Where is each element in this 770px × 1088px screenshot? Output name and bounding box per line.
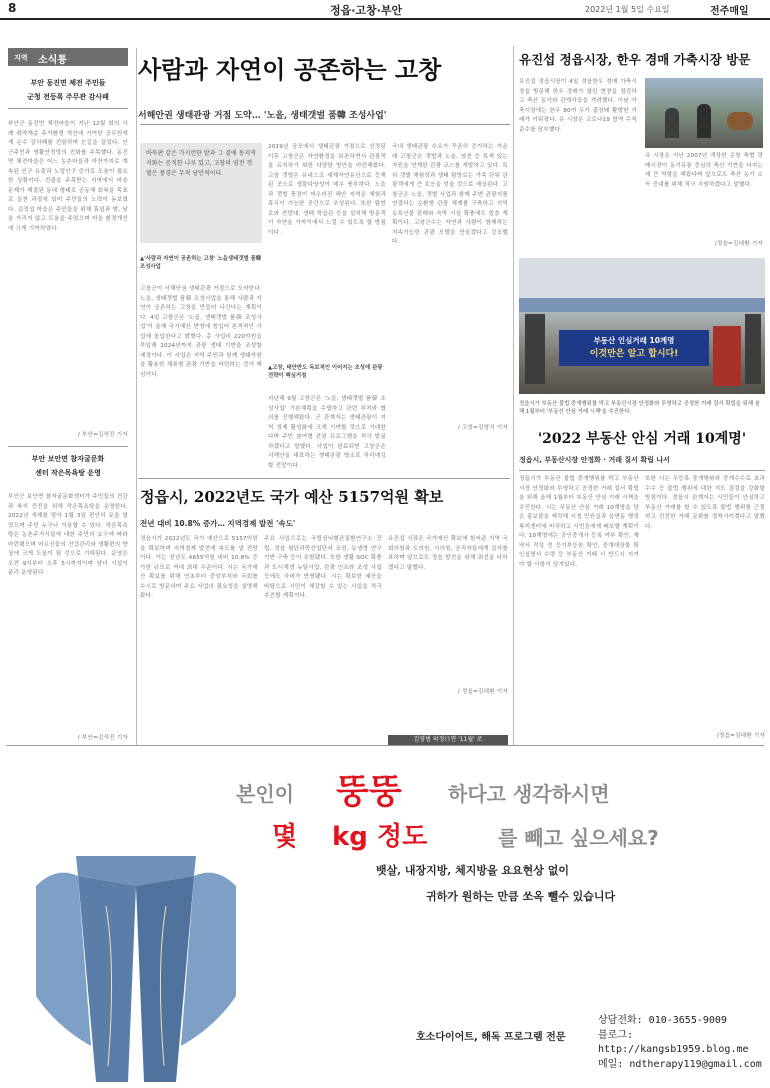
issue-date: 2022년 1월 5일 수요일 — [585, 5, 670, 14]
right-story-photo — [645, 78, 763, 148]
person-figure — [697, 104, 711, 138]
building-sign — [519, 298, 765, 312]
budget-subhead: 전년 대비 10.8% 증가… 지역경제 발전 '속도' — [140, 519, 296, 528]
right-body-col2: 유 시장은 지난 2007년 개장한 순창 축협 경매시장이 동기유통 중심의 축산 기반을 다지는 데 큰 역할을 해왔다며 앞으로도 축산 농가 소득 증대를 위해 적극 지원하겠다고 말했다. — [645, 153, 763, 188]
ad-contact-block — [598, 1014, 764, 1072]
person-figure — [525, 314, 545, 384]
photo-banner-subtitle: 이것만은 알고 합시다! — [589, 349, 679, 359]
ad-line2-part1: 몇 — [272, 822, 298, 852]
lead-body-col2: 2019년 공모에서 생태관광 거점으로 선정된 이후 고창군은 자연환경을 보존하면서 관광객을 유치하기 위한 다양한 방안을 마련해왔다. 고창 갯벌은 유네스코 세계자연유산으로 등재된 곳으로 생물다양성이 매우 풍부하다. 노을과 갯벌 풍경이 어우러진 해안 지역은 체험과 휴식이 가능한 공간으로 조성된다. 또한 탐방로와 전망대, 생태 학습관 등을 설치해 방문객이 자연을 가까이에서 느낄 수 있도록 할 방침이다. — [268, 144, 386, 236]
publication-name: 전주매일 — [710, 6, 749, 17]
photo-story-subhead: 정읍시, 부동산시장 안정화 · 거래 질서 확립 나서 — [519, 456, 670, 464]
person-figure — [665, 108, 679, 138]
person-figure — [745, 314, 761, 384]
ad-phone: 상담전화: 010-3655-9009 — [598, 1015, 727, 1026]
story2-title-line2: 센터 작은목욕탕 운영 — [35, 469, 101, 478]
right-byline: /정읍=김대환 기자 — [714, 241, 763, 247]
ad-blog: 블로그: http://kangsb1959.blog.me — [598, 1029, 749, 1055]
photo-story-headline: '2022 부동산 안심 거래 10계명' — [537, 431, 747, 447]
story2-title-line1: 부안 보안면 참자굴문화 — [31, 455, 105, 463]
jeans-left-leg — [78, 876, 136, 1082]
budget-body-col2: 주요 사업으로는 국립심뇌혈관질환연구소 건립, 정읍 첨단과학산업단지 조성, 농생명 연구 기반 구축 등이 포함됐다. 또한 생활 SOC 확충과 도시재생 뉴딜사업, 관광 인프라 조성 사업 등에도 국비가 반영됐다. 시는 확보한 예산을 바탕으로 시민이 체감할 수 있는 사업을 적극 추진할 계획이다. — [264, 536, 382, 599]
story1-byline: / 부안=김석진 기자 — [77, 432, 128, 438]
sidebar-label: 지역 — [14, 54, 28, 62]
budget-body-col1: 정읍시가 2022년도 국가 예산으로 5157억원을 확보하며 지역경제 발전에 속도를 낼 전망이다. 이는 전년도 4655억원 대비 10.8% 증가한 규모로 역대 최대 수준이다. 시는 국가예산 확보를 위해 연초부터 중앙부처와 국회를 수시로 방문하며 주요 사업의 필요성을 설명해왔다. — [140, 536, 258, 599]
right-headline: 유진섭 정읍시장, 한우 경매 가축시장 방문 — [519, 52, 751, 67]
budget-body-col3: 유진섭 시장은 국가예산 확보에 힘써준 지역 국회의원과 도의원, 시의원, 공직자들에게 감사를 표하며 앞으로도 정읍 발전을 위해 최선을 다하겠다고 말했다. — [388, 536, 508, 571]
photo-story-image — [519, 258, 765, 394]
story1-title-line2: 군청 전등록 주무관 감사패 — [27, 93, 109, 102]
ad-line1-pre: 본인이 — [236, 782, 294, 806]
building-facade — [519, 258, 765, 298]
ad-brand: 호소다이어트, 해독 프로그램 전문 — [416, 1032, 566, 1043]
story2-title — [8, 454, 128, 479]
story1-body: 부안군 동진면 체전마을이 지난 12월 회의 사례 취약계층 주거환경 개선에 기여한 공무원에게 손수 감사패를 전달하며 눈길을 끌었다. 인근주민과 생활안전망의 진화를 주목했다. 동진면 체전마을은 어느 농촌마을과 마찬가지로 계속된 인구 유출과 노령인구 증가로 도움이 필요한 상황이다. 전출을 주목받는 지역에서 마을 문제가 해결된 동네 형태로 공동체 회복을 목표로 실천 과정에 있어 주민들의 노력이 돋보였다. 김정섭 마을은 주민들을 위해 휴일과 밤, 낮을 가리지 않고 도움을 주었으며 마을 환경개선에 크게 기여하였다. — [8, 121, 128, 232]
ad-line2 — [236, 810, 756, 854]
lead-subhead: 서해안권 생태관광 거점 도약… '노을, 생태갯벌 품韓 조성사업' — [138, 111, 387, 121]
ad-line2-part2: kg 정도 — [332, 822, 428, 852]
lead-body-col3: 지난해 9월 고창군은 '노을, 생태갯벌 품韓 조성사업' 기본계획을 수립하고 관련 부처와 협의를 진행해왔다. 군 관계자는 생태관광이 지역 경제 활성화에 크게 기여할 것으로 기대한다며 주민 참여형 관광 프로그램을 적극 발굴하겠다고 말했다. 사업이 완료되면 고창군은 서해안을 대표하는 생태관광 명소로 자리매김할 전망이다. — [268, 396, 386, 469]
budget-byline: / 정읍=김대환 기자 — [457, 689, 508, 695]
budget-headline: 정읍시, 2022년도 국가 예산 5157억원 확보 — [140, 488, 444, 506]
section-title: 정읍·고창·부안 — [330, 4, 403, 17]
divider — [140, 124, 510, 125]
divider — [138, 478, 510, 479]
column-rule — [513, 46, 514, 746]
ad-desc-line2: 귀하가 원하는 만큼 쏘옥 뺄수 있습니다 — [426, 890, 616, 903]
ad-line2-part3: 를 빼고 싶으세요? — [498, 826, 659, 850]
lead-photo-caption: ▲'사람과 자연이 공존하는 고창' 노을생태갯벌 품韓 조성사업 — [140, 256, 262, 271]
cattle-figure — [727, 112, 753, 130]
ad-email: 메일: ndtherapy119@gmail.com — [598, 1058, 762, 1070]
page-header — [0, 0, 770, 20]
sidebar-title: 소식통 — [38, 55, 67, 66]
jeans-right-leg — [136, 876, 194, 1082]
banner-panel — [713, 326, 741, 386]
sidebar-column — [8, 48, 137, 748]
sidebar-header — [8, 48, 128, 66]
photo-story-byline: /정읍=김대환 기자 — [716, 733, 765, 739]
ad-line1-highlight: 뚱뚱 — [336, 772, 402, 812]
lead-body-col1: 고창군이 서해안권 생태관광 거점으로 도약한다. 노을, 생태갯벌 품韓 조성사업을 통해 사람과 자연이 공존하는 고창을 만들어 나간다는 계획이다. 4일 고창군은 '노을, 생태갯벌 품韓 조성사업'이 올해 국가예산 반영에 힘입어 본격적인 사업에 돌입한다고 밝혔다. 총 사업비 220억원을 투입해 2024년까지 관광 생태 기반을 조성할 예정이다. 이 사업은 지역 주민과 함께 생태자원을 활용한 체류형 관광 기반을 마련하는 것이 핵심이다. — [140, 286, 262, 378]
photo-banner-title: 부동산 인심거래 10계명 — [593, 336, 675, 345]
budget-photo-caption: 김영범 의정日면 '11월' 로 — [388, 735, 508, 745]
photo-story-caption: 정읍시가 부동산 불법 중개행위를 막고 부동산시장 안정화와 투명하고 공정한 거래 질서 확립을 위해 올해 1월부터 '부동산 안심 거래 시책'을 추진한다. — [519, 401, 760, 416]
divider — [8, 446, 128, 447]
photo-story-body-col2: 또한 시는 무등록 중개행위와 중개수수료 초과 수수 등 불법 행위에 대한 지도 점검을 강화할 방침이다. 정읍시 관계자는 시민들이 안심하고 부동산 거래를 할 수 있도록 불법 행위를 근절하고 건전한 거래 문화를 정착시키겠다고 말했다. — [645, 476, 765, 530]
right-body-col1: 유진섭 정읍시장이 4일 정읍한우 경매 가축시장을 방문해 한우 경매가 열린 현장을 점검하고 축산 농가와 관계자들을 격려했다. 이날 가축시장에는 한우 80여 두가 출장돼 활발한 거래가 이뤄졌다. 유 시장은 코로나19 방역 수칙 준수를 당부했다. — [519, 79, 637, 133]
lead-byline: / 고창=김영식 기자 — [457, 425, 508, 431]
story2-body: 부안군 보안면 참자굴문화센터가 주민들의 건강과 복지 증진을 위해 작은목욕탕을 운영한다. 2022년 새해를 맞아 1월 3일 편안히 문을 열었으며 주민 누구나 이용할 수 있다. 작은목욕탕은 농촌주거시설에 대한 주민의 요구에 따라 마련됐으며 어르신들의 건강관리와 생활편의 향상에 크게 도움이 될 것으로 기대된다. 운영은 오전 9시부터 오후 5시까지이며 남녀 시설이 분리 운영된다. — [8, 494, 128, 576]
lead-pullquote: 바둑판 같은 가지런한 밭과 그 곁에 동지역 서화는 공직한 나루 있고, 고창의 염전 갯벌은 풍경은 무척 낭만적이다. — [140, 143, 262, 243]
advertisement — [6, 745, 764, 1084]
lead-headline: 사람과 자연이 공존하는 고창 — [138, 55, 442, 84]
ad-line1 — [236, 764, 756, 814]
ad-line1-post: 하다고 생각하시면 — [448, 782, 610, 806]
jeans-illustration — [36, 846, 236, 1082]
divider — [519, 470, 765, 471]
lead-sub-caption: ▲고창, 태안반도 독보적인 이어지는 조성에 관광전략이 핵심거점 — [268, 365, 383, 380]
photo-banner — [559, 330, 709, 366]
photo-story-body-col1: 정읍시가 부동산 불법 중개행위를 막고 부동산시장 안정화와 투명하고 공정한 거래 질서 확립을 위해 올해 1월부터 부동산 안심 거래 시책을 추진한다. 시는 부동산 안심 거래 10계명을 담은 홍보물을 제작해 시청 민원실과 읍면동 행정복지센터에 비치하고 시민들에게 배포할 계획이다. 10계명에는 공인중개사 등록 여부 확인, 계약서 작성 전 등기부등본 확인, 중개대상물 확인설명서 수령 등 부동산 거래 시 반드시 지켜야 할 사항이 담겨있다. — [519, 476, 639, 568]
lead-body-col4: 국내 생태관광 수요가 꾸준히 증가하는 가운데 고창군은 갯벌과 노을, 염전 등 특색 있는 자원을 연계한 관광 코스를 개발하고 있다. 특히 갯벌 체험장과 생태 탐방로는 가족 단위 관광객에게 큰 호응을 얻을 것으로 예상된다. 고창군은 노을, 갯벌 사업과 함께 주변 관광지를 연결하는 순환형 관광 체계를 구축하고 지역 농특산물 판매와 숙박 시설 확충에도 힘쓸 계획이다. 고창군수는 자연과 사람이 함께하는 지속가능한 관광 모델을 만들겠다고 강조했다. — [392, 144, 508, 245]
page-number: 8 — [8, 1, 17, 15]
divider — [8, 108, 128, 109]
ad-desc-line1: 뱃살, 내장지방, 체지방을 요요현상 없이 — [376, 864, 569, 877]
story1-title — [8, 78, 128, 103]
story2-byline: / 부안=김석진 기자 — [77, 735, 128, 741]
story1-title-line1: 부안 동진면 체전 주민들 — [30, 79, 106, 87]
